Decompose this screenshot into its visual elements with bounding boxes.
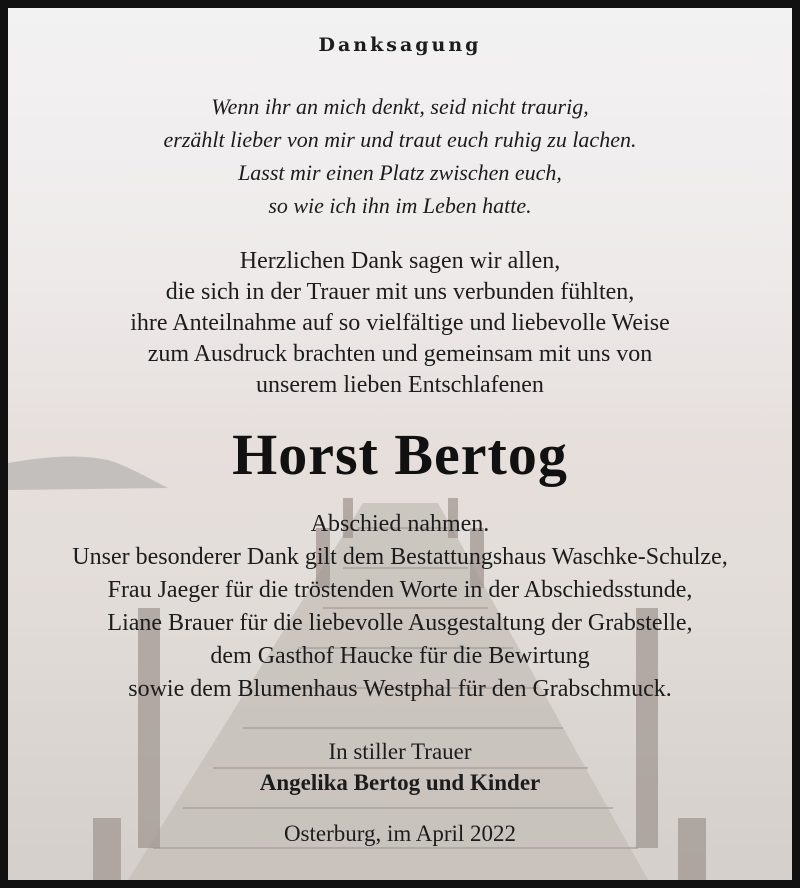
- mourning-block: [8, 736, 792, 798]
- poem-line: Wenn ihr an mich denkt, seid nicht traurig,: [211, 94, 589, 119]
- farewell-paragraph: [8, 508, 792, 706]
- memorial-poem: [8, 90, 792, 222]
- thanks-paragraph: [8, 246, 792, 401]
- notice-text: [8, 8, 792, 880]
- thanks-line: zum Ausdruck brachten und gemeinsam mit uns von: [147, 341, 653, 367]
- poem-line: Lasst mir einen Platz zwischen euch,: [238, 160, 562, 185]
- farewell-line: Unser besonderer Dank gilt dem Bestattungshaus Waschke-Schulze,: [72, 544, 728, 570]
- thanks-line: Herzlichen Dank sagen wir allen,: [239, 248, 561, 274]
- signers: Angelika Bertog und Kinder: [259, 770, 541, 795]
- poem-line: so wie ich ihn im Leben hatte.: [268, 193, 532, 218]
- deceased-name: Horst Bertog: [232, 422, 568, 487]
- farewell-line: Abschied nahmen.: [310, 511, 490, 537]
- farewell-line: Frau Jaeger für die tröstenden Worte in der Abschiedsstunde,: [107, 577, 693, 603]
- farewell-line: Liane Brauer für die liebevolle Ausgestaltung der Grabstelle,: [107, 610, 693, 636]
- mourning-intro: In stiller Trauer: [328, 739, 472, 764]
- farewell-line: dem Gasthof Haucke für die Bewirtung: [210, 643, 590, 669]
- obituary-card: [8, 8, 792, 880]
- notice-title: Danksagung: [318, 34, 482, 56]
- thanks-line: die sich in der Trauer mit uns verbunden fühlten,: [165, 279, 635, 305]
- farewell-line: sowie dem Blumenhaus Westphal für den Grabschmuck.: [128, 676, 672, 702]
- thanks-line: ihre Anteilnahme auf so vielfältige und liebevolle Weise: [130, 310, 670, 336]
- thanks-line: unserem lieben Entschlafenen: [256, 372, 544, 398]
- poem-line: erzählt lieber von mir und traut euch ruhig zu lachen.: [163, 127, 637, 152]
- place-date: Osterburg, im April 2022: [283, 821, 517, 846]
